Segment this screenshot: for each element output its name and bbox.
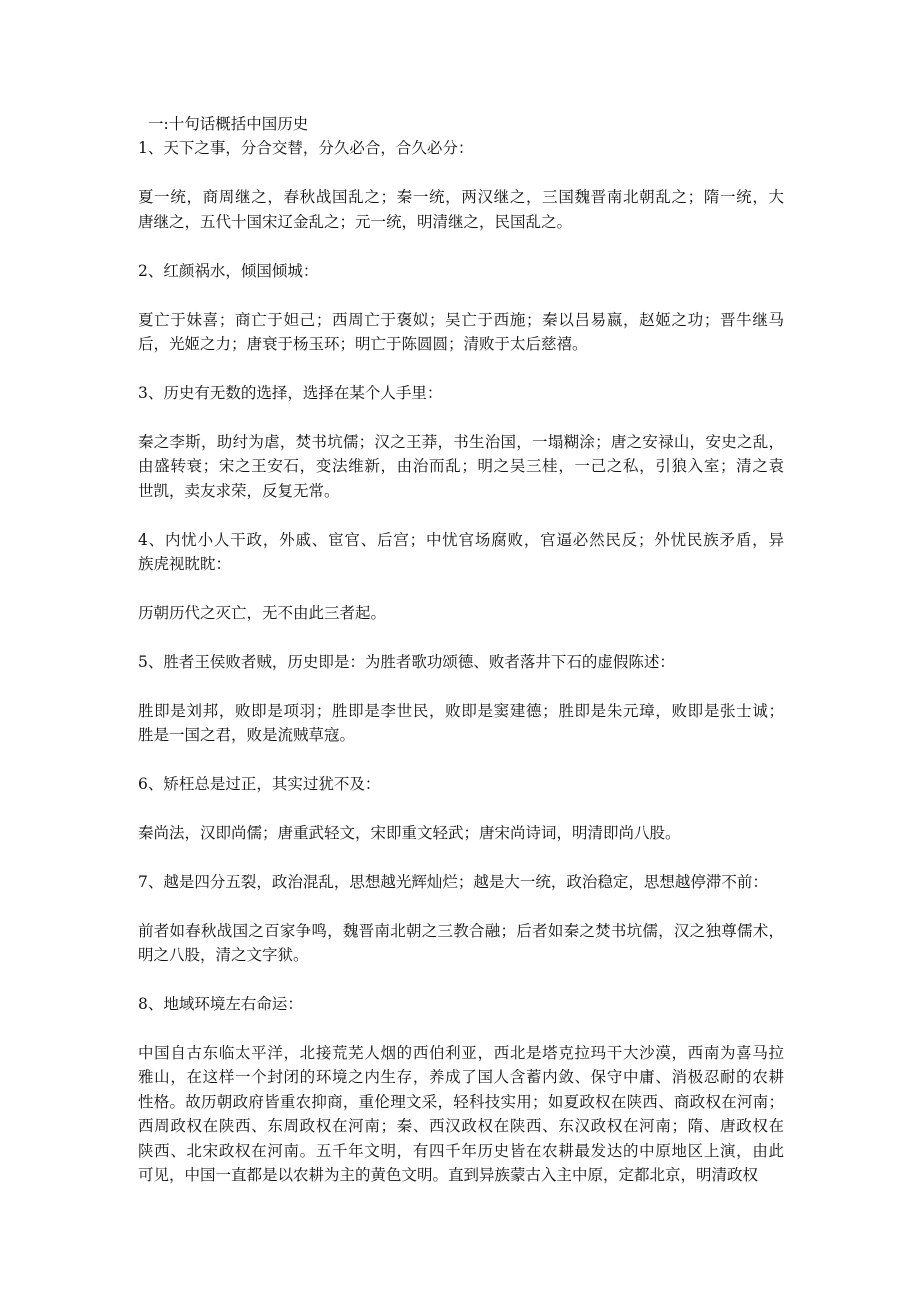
section-body-line: 历朝历代之灭亡，无不由此三者起。 bbox=[138, 603, 387, 622]
section-body-line: 夏一统，商周继之，春秋战国乱之；秦一统，两汉继之，三国魏晋南北朝乱之；隋一统，大 bbox=[138, 188, 784, 207]
section-heading: 8、地域环境左右命运： bbox=[138, 995, 303, 1014]
paragraph-spacer bbox=[138, 748, 784, 772]
paragraph-spacer bbox=[138, 503, 784, 527]
section-body-line: 可见，中国一直都是以农耕为主的黄色文明。直到异族蒙古入主中原，定都北京，明清政权 bbox=[138, 1166, 759, 1185]
section-heading: 1、天下之事，分合交替，分久必合，合久必分： bbox=[138, 139, 474, 158]
section-body-line: 世凯，卖友求荣，反复无常。 bbox=[138, 481, 340, 500]
paragraph-spacer bbox=[138, 283, 784, 307]
section-body-line: 前者如春秋战国之百家争鸣，魏晋南北朝之三教合融；后者如秦之焚书坑儒，汉之独尊儒术， bbox=[138, 921, 784, 940]
section-body-line: 胜是一国之君，败是流贼草寇。 bbox=[138, 726, 356, 745]
paragraph-spacer bbox=[138, 845, 784, 869]
section-heading: 5、胜者王侯败者贼，历史即是：为胜者歌功颂德、败者落井下石的虚假陈述： bbox=[138, 652, 675, 671]
paragraph-spacer bbox=[138, 161, 784, 185]
section-heading: 3、历史有无数的选择，选择在某个人手里： bbox=[138, 383, 443, 402]
paragraph-spacer bbox=[138, 1017, 784, 1041]
paragraph-spacer bbox=[138, 234, 784, 258]
section-body-line: 后，光姬之力；唐衰于杨玉环；明亡于陈圆圆；清败于太后慈禧。 bbox=[138, 335, 588, 354]
section-body-line: 胜即是刘邦，败即是项羽；胜即是李世民，败即是窦建德；胜即是朱元璋，败即是张士诚； bbox=[138, 701, 784, 720]
paragraph-spacer bbox=[138, 797, 784, 821]
paragraph-spacer bbox=[138, 356, 784, 380]
section-body-line: 性格。故历朝政府皆重农抑商，重伦理文采，轻科技实用；如夏政权在陕西、商政权在河南； bbox=[138, 1092, 784, 1111]
paragraph-spacer bbox=[138, 968, 784, 992]
section-heading: 4、内忧小人干政，外戚、宦官、后宫；中忧官场腐败，官逼必然民反；外忧民族矛盾，异 bbox=[138, 530, 784, 549]
document-title: 一:十句话概括中国历史 bbox=[148, 115, 309, 133]
paragraph-spacer bbox=[138, 674, 784, 698]
section-body-line: 中国自古东临太平洋，北接荒芜人烟的西伯利亚，西北是塔克拉玛干大沙漠，西南为喜马拉 bbox=[138, 1043, 784, 1062]
sections bbox=[138, 136, 784, 1187]
section-body-line: 由盛转衰；宋之王安石，变法维新，由治而乱；明之吴三桂，一己之私，引狼入室；清之袁 bbox=[138, 457, 784, 476]
section-body-line: 雅山，在这样一个封闭的环境之内生存，养成了国人含蓄内敛、保守中庸、消极忍耐的农耕 bbox=[138, 1068, 784, 1087]
section-heading: 族虎视眈眈： bbox=[138, 555, 232, 574]
paragraph-spacer bbox=[138, 625, 784, 649]
section-body-line: 唐继之，五代十国宋辽金乱之；元一统，明清继之，民国乱之。 bbox=[138, 212, 573, 231]
section-body-line: 陕西、北宋政权在河南。五千年文明，有四千年历史皆在农耕最发达的中原地区上演，由此 bbox=[138, 1141, 784, 1160]
paragraph-spacer bbox=[138, 894, 784, 918]
paragraph-spacer bbox=[138, 577, 784, 601]
section-body-line: 秦尚法，汉即尚儒；唐重武轻文，宋即重文轻武；唐宋尚诗词，明清即尚八股。 bbox=[138, 823, 681, 842]
section-heading: 6、矫枉总是过正，其实过犹不及： bbox=[138, 775, 381, 794]
section-body-line: 秦之李斯，助纣为虐，焚书坑儒；汉之王莽，书生治国，一塌糊涂；唐之安禄山，安史之乱， bbox=[138, 432, 784, 451]
document-page bbox=[138, 112, 784, 1188]
section-heading: 2、红颜祸水，倾国倾城： bbox=[138, 261, 319, 280]
section-heading: 7、越是四分五裂，政治混乱，思想越光辉灿烂；越是大一统，政治稳定，思想越停滞不前： bbox=[138, 872, 768, 891]
section-body-line: 夏亡于妹喜；商亡于妲己；西周亡于褒姒；吴亡于西施；秦以吕易嬴，赵姬之功；晋牛继马 bbox=[138, 310, 784, 329]
paragraph-spacer bbox=[138, 405, 784, 429]
section-body-line: 明之八股，清之文字狱。 bbox=[138, 946, 309, 965]
section-body-line: 西周政权在陕西、东周政权在河南；秦、西汉政权在陕西、东汉政权在河南；隋、唐政权在 bbox=[138, 1117, 784, 1136]
